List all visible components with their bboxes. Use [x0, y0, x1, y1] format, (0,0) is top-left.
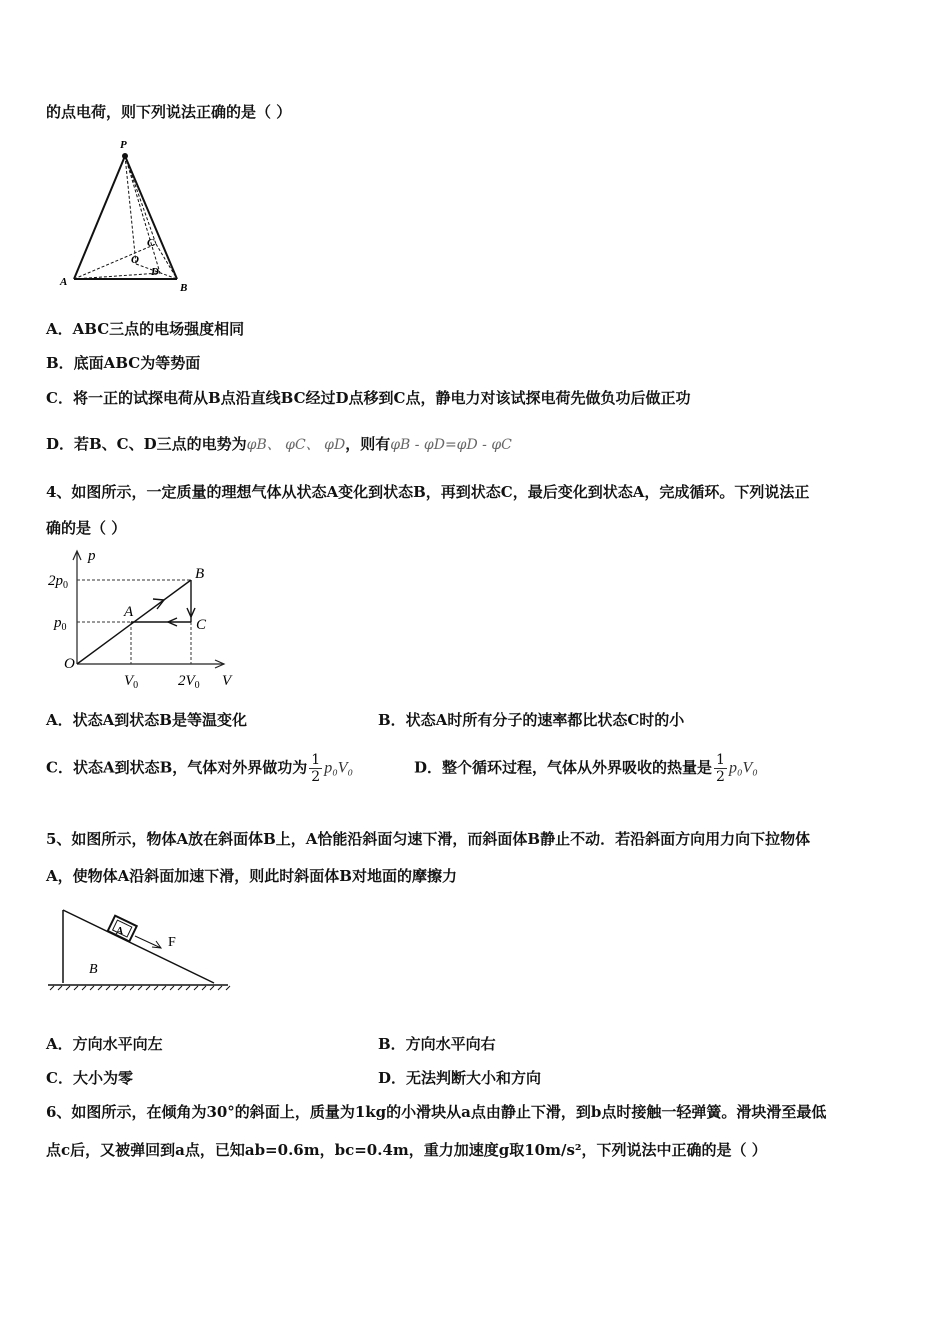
q3-option-a: A．ABC三点的电场强度相同 — [46, 320, 245, 338]
q4-option-d — [414, 752, 758, 785]
block-label-a: A — [116, 925, 124, 937]
q5-option-c: C．大小为零 — [46, 1069, 133, 1087]
p0v0-term: p₀V₀ — [324, 759, 354, 777]
q5-stem-line-1: 5、如图所示，物体A放在斜面体B上，A恰能沿斜面匀速下滑，而斜面体B静止不动．若沿斜面方向用力向下拉物体 — [46, 830, 811, 848]
q6-stem-line-2: 点c后，又被弹回到a点，已知ab=0.6m，bc=0.4m，重力加速度g取10m/s²，下列说法中正确的是（ ） — [46, 1141, 767, 1159]
q3-option-b: B．底面ABC为等势面 — [46, 354, 201, 372]
q3-option-d-phis: φB、 φC、 φD — [246, 437, 346, 453]
tick-label-p0: $p_0$ — [54, 615, 67, 633]
force-label-f: F — [168, 935, 176, 950]
q5-option-a: A．方向水平向左 — [46, 1035, 163, 1053]
q3-option-c: C．将一正的试探电荷从B点沿直线BC经过D点移到C点，静电力对该试探电荷先做负功后做正功 — [46, 389, 691, 407]
state-label-a: A — [124, 604, 134, 620]
q3-stem-tail: 的点电荷，则下列说法正确的是（ ） — [46, 103, 292, 121]
tick-label-2v0: $2V_0$ — [178, 673, 200, 691]
q3-option-d — [46, 434, 512, 455]
half-fraction: $\frac{1}{2}$ — [311, 752, 321, 785]
q4-option-c — [46, 752, 353, 785]
q4-pv-diagram — [44, 546, 244, 696]
q5-incline-figure — [44, 900, 234, 995]
fig-label-O: O — [131, 254, 139, 266]
axis-label-p: p — [88, 548, 96, 564]
incline-label-b: B — [89, 962, 98, 977]
q5-option-b: B．方向水平向右 — [378, 1035, 496, 1053]
q4-option-d-text: D．整个循环过程，气体从外界吸收的热量是 — [414, 758, 713, 777]
q5-stem-line-2: A，使物体A沿斜面加速下滑，则此时斜面体B对地面的摩擦力 — [46, 867, 457, 885]
q3-option-d-equation: φB - φD=φD - φC — [390, 437, 512, 453]
fig-label-A: A — [60, 276, 68, 288]
q4-option-c-text: C．状态A到状态B，气体对外界做功为 — [46, 758, 308, 777]
origin-label: O — [64, 656, 75, 672]
fig-label-D: D — [151, 266, 159, 278]
tick-label-v0: $V_0$ — [124, 673, 139, 691]
q3-pyramid-figure — [52, 136, 202, 296]
fig-label-B: B — [180, 282, 188, 294]
q4-option-a: A．状态A到状态B是等温变化 — [46, 711, 247, 729]
q5-option-d: D．无法判断大小和方向 — [378, 1069, 542, 1087]
fig-label-C: C — [147, 237, 155, 249]
fig-label-P: P — [120, 139, 127, 151]
q6-stem-line-1: 6、如图所示，在倾角为30°的斜面上，质量为1kg的小滑块从a点由静止下滑，到b点时接触一轻弹簧。滑块滑至最低 — [46, 1103, 827, 1121]
q4-stem-line-2: 确的是（ ） — [46, 519, 127, 537]
tick-label-2p0: $2p_0$ — [48, 573, 68, 591]
state-label-b: B — [195, 566, 205, 582]
q4-option-b: B．状态A时所有分子的速率都比状态C时的小 — [378, 711, 685, 729]
state-label-c: C — [196, 617, 207, 633]
axis-label-v: V — [222, 673, 232, 689]
q4-stem-line-1: 4、如图所示，一定质量的理想气体从状态A变化到状态B，再到状态C，最后变化到状态A，完成循环。下列说法正 — [46, 483, 810, 501]
p0v0-term: p₀V₀ — [728, 759, 758, 777]
q3-option-d-pre: D．若B、C、D三点的电势为 — [46, 435, 247, 453]
q3-option-d-mid: ，则有 — [345, 435, 391, 453]
half-fraction: $\frac{1}{2}$ — [716, 752, 725, 785]
